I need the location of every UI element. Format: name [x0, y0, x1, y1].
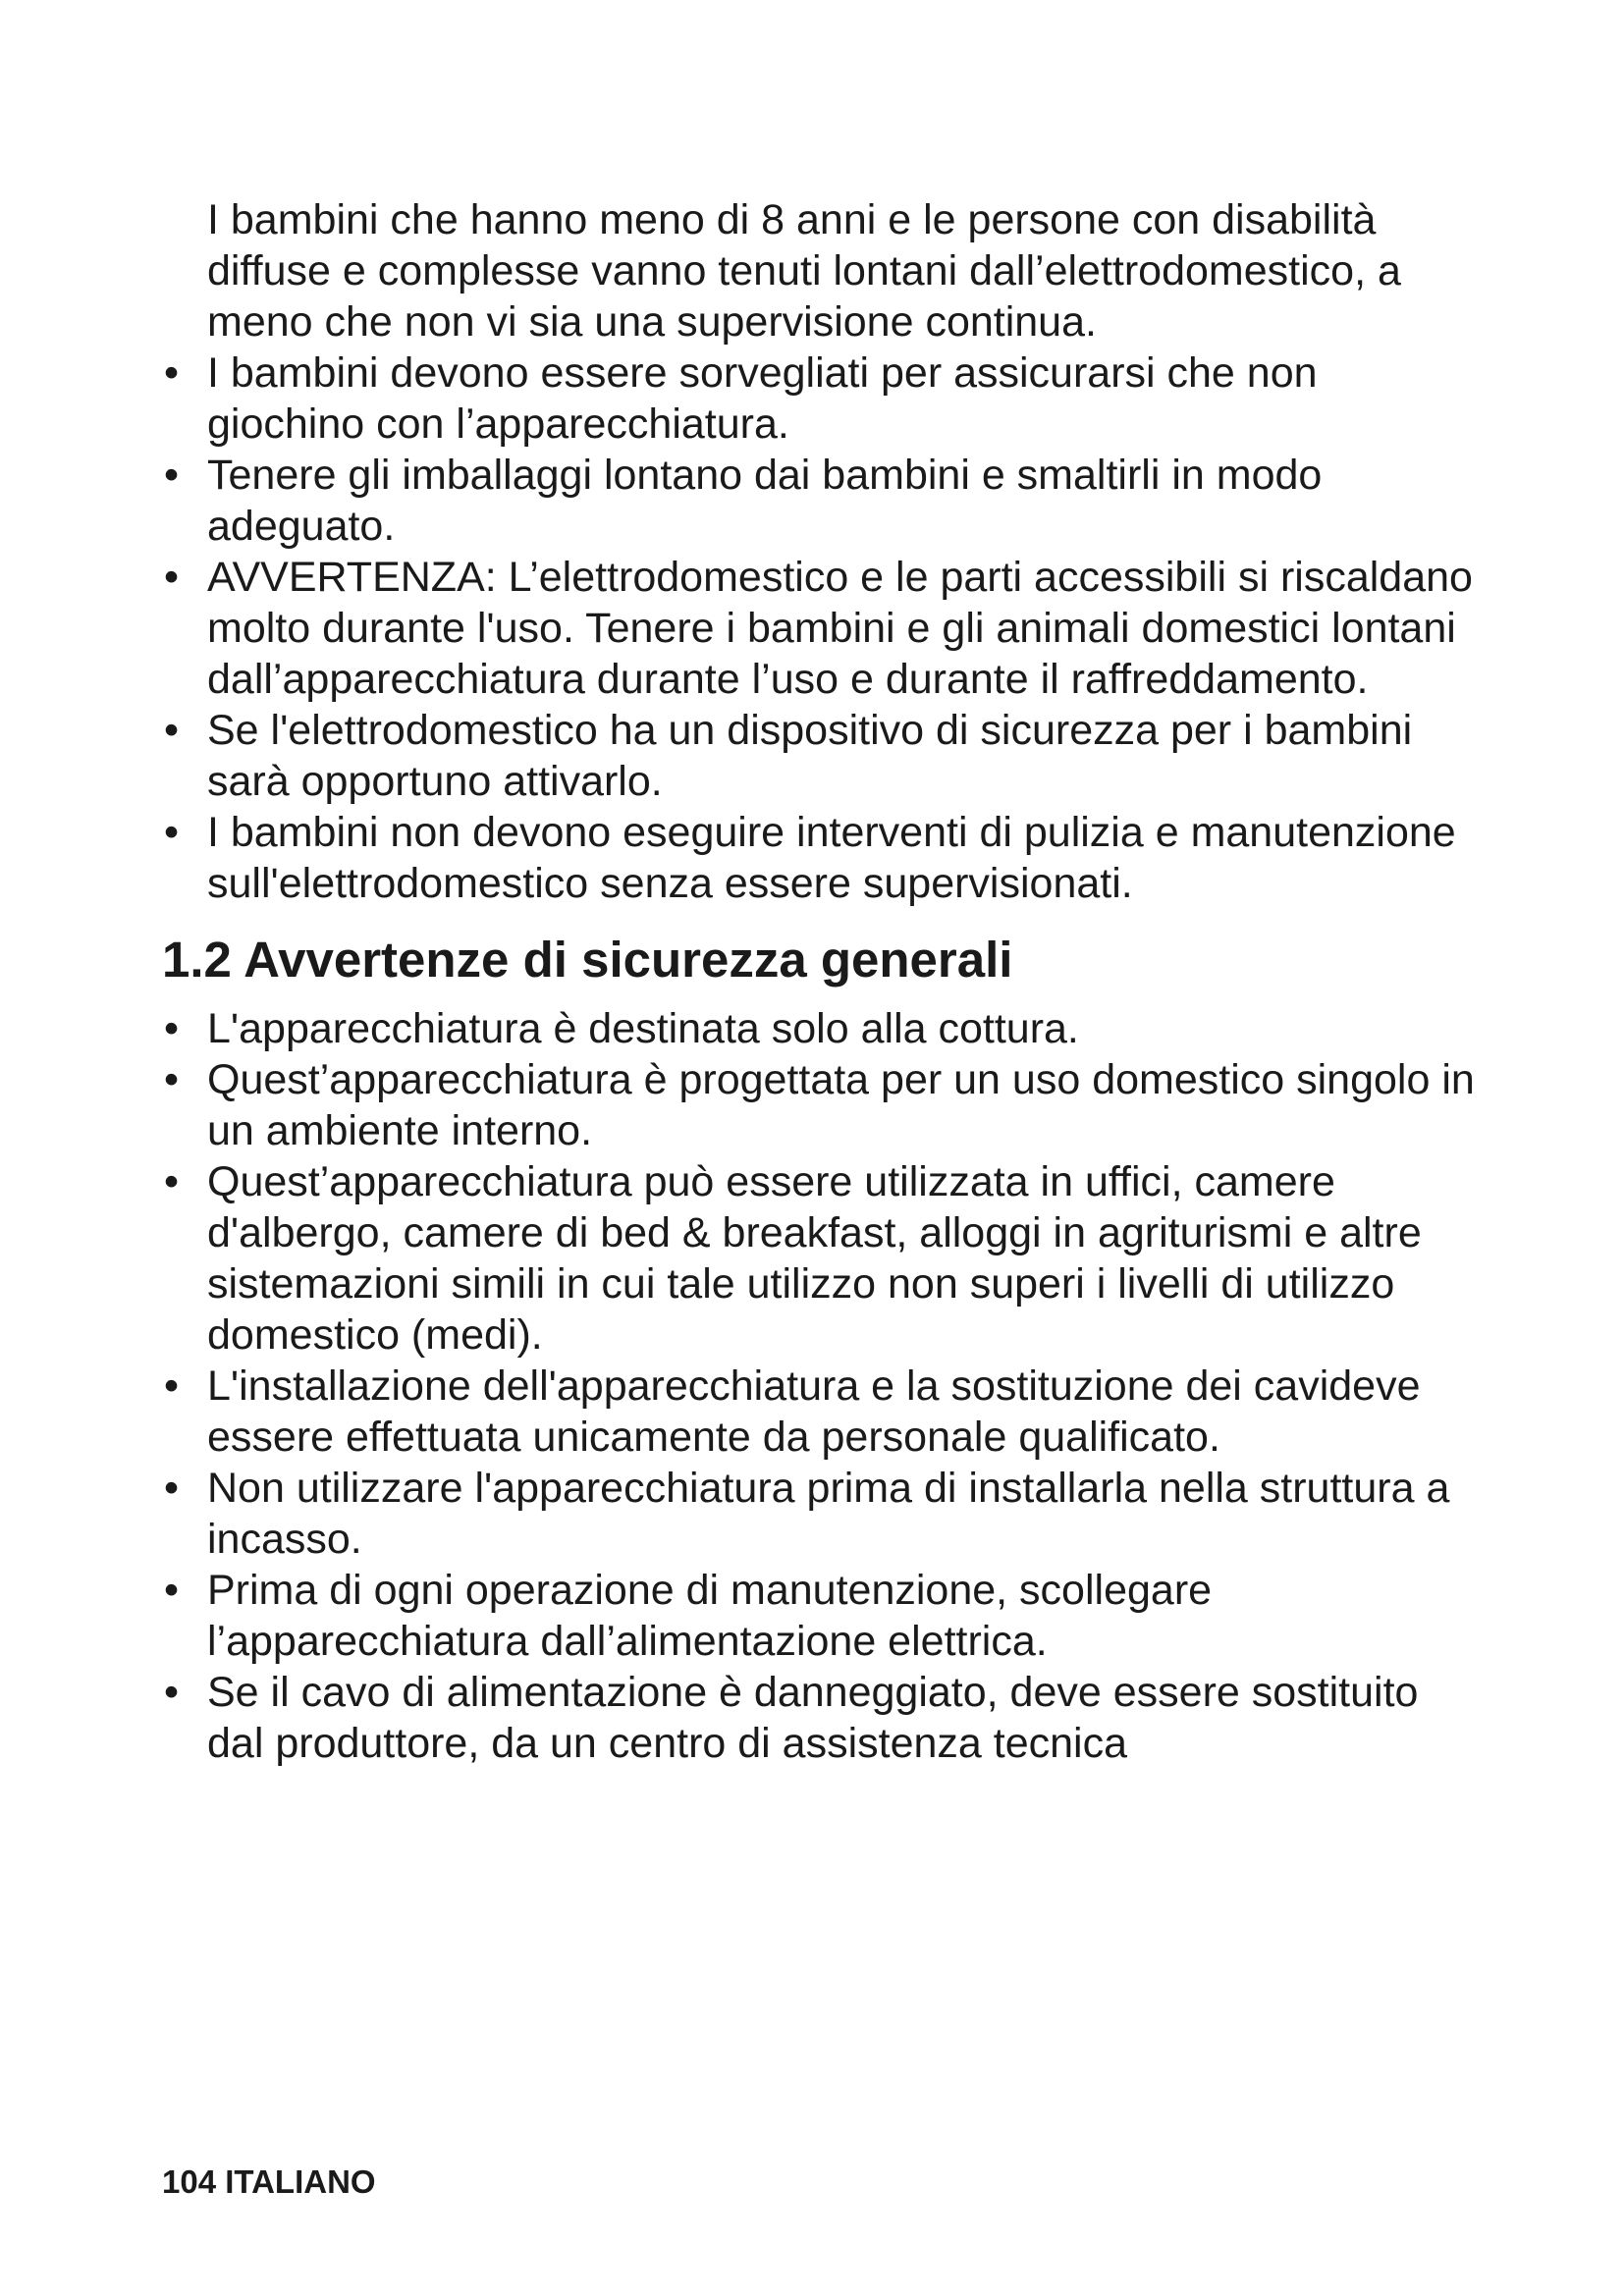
list-item-text: L'installazione dell'apparecchiatura e la sostituzione dei cavideve essere effettuata unicamente da personale qualificato.: [207, 1362, 1421, 1461]
bullet-icon: •: [164, 1567, 180, 1614]
bullet-icon: •: [164, 1005, 180, 1052]
list-item-text: I bambini devono essere sorvegliati per assicurarsi che non giochino con l’apparecchiatura.: [207, 349, 1318, 448]
bullet-icon: •: [164, 1362, 180, 1410]
bullet-list-children: [162, 347, 1478, 909]
list-item: [162, 1667, 1478, 1769]
bullet-icon: •: [164, 1669, 180, 1716]
list-item: [162, 552, 1478, 705]
page-footer: 104 ITALIANO: [162, 2163, 376, 2200]
list-item: [162, 705, 1478, 807]
list-item: [162, 807, 1478, 909]
bullet-icon: •: [164, 1056, 180, 1103]
list-item-text: Prima di ogni operazione di manutenzione, scollegare l’apparecchiatura dall’alimentazione elettrica.: [207, 1567, 1213, 1665]
list-item-text: Quest’apparecchiatura è progettata per un uso domestico singolo in un ambiente interno.: [207, 1056, 1475, 1154]
bullet-icon: •: [164, 809, 180, 856]
list-item-text: L'apparecchiatura è destinata solo alla cottura.: [207, 1005, 1079, 1052]
page-body: [162, 194, 1478, 1769]
list-item-text: Se il cavo di alimentazione è danneggiato, deve essere sostituito dal produttore, da un centro di assistenza tecnica: [207, 1669, 1419, 1767]
list-item-text: AVVERTENZA: L’elettrodomestico e le parti accessibili si riscaldano molto durante l'uso. Tenere i bambini e gli animali domestici lontani dall’apparecchiatura durante l’uso e durante il raffreddamento.: [207, 554, 1473, 703]
list-item-text: Se l'elettrodomestico ha un dispositivo di sicurezza per i bambini sarà opportuno attivarlo.: [207, 707, 1413, 805]
bullet-list-general-safety: [162, 1003, 1478, 1769]
intro-paragraph: I bambini che hanno meno di 8 anni e le persone con disabilità diffuse e complesse vanno tenuti lontani dall’elettrodomestico, a meno che non vi sia una supervisione continua.: [207, 196, 1401, 346]
bullet-icon: •: [164, 1158, 180, 1205]
bullet-icon: •: [164, 452, 180, 499]
bullet-icon: •: [164, 349, 180, 397]
list-item: [162, 347, 1478, 450]
list-item: [162, 1565, 1478, 1667]
bullet-icon: •: [164, 707, 180, 754]
bullet-icon: •: [164, 1465, 180, 1512]
list-item: [162, 1054, 1478, 1156]
list-item: [162, 1463, 1478, 1565]
bullet-icon: •: [164, 554, 180, 601]
list-item: [162, 1361, 1478, 1463]
section-title: 1.2 Avvertenze di sicurezza generali: [162, 932, 1013, 988]
list-item: [162, 450, 1478, 552]
list-item-text: Tenere gli imballaggi lontano dai bambini e smaltirli in modo adeguato.: [207, 452, 1323, 550]
list-item: [162, 1003, 1478, 1054]
list-item-text: Quest’apparecchiatura può essere utilizzata in uffici, camere d'albergo, camere di bed & breakfast, alloggi in agriturismi e altre sistemazioni simili in cui tale utilizzo non superi i livelli di utilizzo domestico (medi).: [207, 1158, 1422, 1359]
list-item-text: I bambini non devono eseguire interventi di pulizia e manutenzione sull'elettrodomestico senza essere supervisionati.: [207, 809, 1456, 907]
list-item-text: Non utilizzare l'apparecchiatura prima di installarla nella struttura a incasso.: [207, 1465, 1450, 1563]
list-item: [162, 1156, 1478, 1361]
